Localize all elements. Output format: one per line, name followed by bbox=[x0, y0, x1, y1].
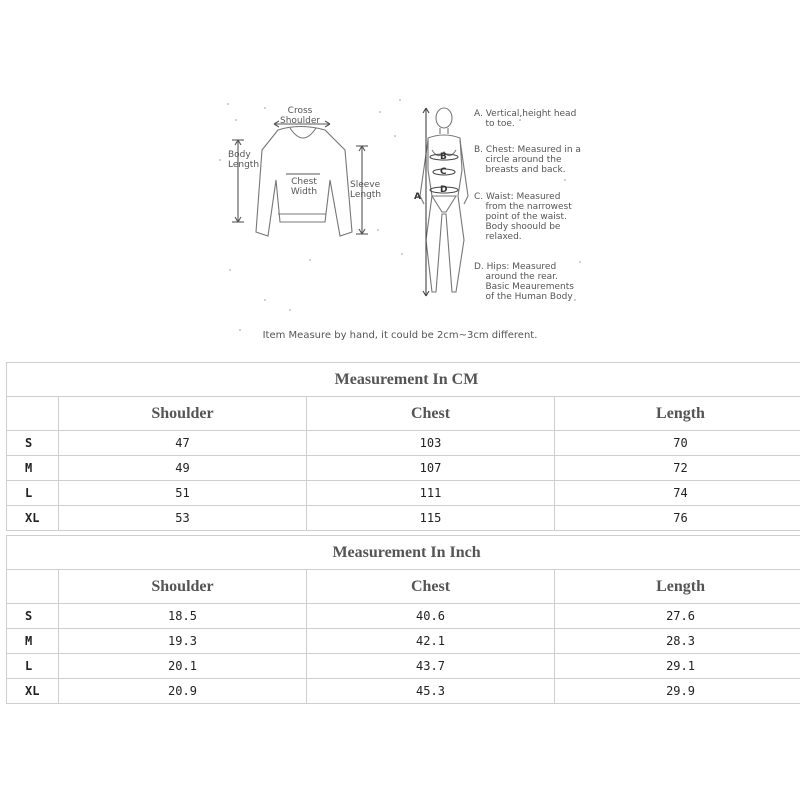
garment-and-body-illustration bbox=[0, 0, 800, 350]
size-label: S bbox=[7, 431, 59, 456]
measurement-table-cm bbox=[6, 362, 800, 531]
table-row bbox=[7, 629, 800, 654]
size-label: M bbox=[7, 629, 59, 654]
cell-length: 27.6 bbox=[555, 604, 800, 629]
column-header bbox=[7, 397, 59, 431]
column-header-shoulder: Shoulder bbox=[59, 570, 307, 604]
note-c: C. Waist: Measured from the narrowest point of the waist. Body shoould be relaxed. bbox=[474, 192, 572, 242]
size-label: XL bbox=[7, 679, 59, 704]
table-row bbox=[7, 654, 800, 679]
size-label: L bbox=[7, 654, 59, 679]
measurement-table-inch bbox=[6, 535, 800, 704]
chest-width-label: Chest Width bbox=[290, 177, 318, 197]
letter-d: D bbox=[440, 185, 448, 195]
table-row bbox=[7, 604, 800, 629]
cell-shoulder: 49 bbox=[59, 456, 307, 481]
size-label: L bbox=[7, 481, 59, 506]
cell-length: 76 bbox=[555, 506, 800, 531]
size-label: M bbox=[7, 456, 59, 481]
column-header-chest: Chest bbox=[307, 570, 555, 604]
note-b: B. Chest: Measured in a circle around the breasts and back. bbox=[474, 145, 581, 175]
cell-shoulder: 20.1 bbox=[59, 654, 307, 679]
letter-b: B bbox=[440, 152, 447, 162]
letter-c: C bbox=[440, 167, 447, 177]
cell-chest: 42.1 bbox=[307, 629, 555, 654]
cell-chest: 45.3 bbox=[307, 679, 555, 704]
note-a: A. Vertical,height head to toe. bbox=[474, 109, 577, 129]
column-header-shoulder: Shoulder bbox=[59, 397, 307, 431]
table-title: Measurement In Inch bbox=[7, 536, 800, 570]
table-row bbox=[7, 456, 800, 481]
cell-shoulder: 53 bbox=[59, 506, 307, 531]
size-label: S bbox=[7, 604, 59, 629]
body-length-label: Body Length bbox=[228, 150, 260, 170]
cell-length: 74 bbox=[555, 481, 800, 506]
cell-shoulder: 19.3 bbox=[59, 629, 307, 654]
cell-chest: 43.7 bbox=[307, 654, 555, 679]
sweater-collar bbox=[290, 128, 316, 138]
column-header-length: Length bbox=[555, 397, 800, 431]
letter-a: A bbox=[414, 192, 421, 202]
column-header-chest: Chest bbox=[307, 397, 555, 431]
cell-length: 70 bbox=[555, 431, 800, 456]
sleeve-length-label: Sleeve Length bbox=[350, 180, 382, 200]
size-label: XL bbox=[7, 506, 59, 531]
table-row bbox=[7, 481, 800, 506]
note-d: D. Hips: Measured around the rear. Basic Meaurements of the Human Body bbox=[474, 262, 574, 302]
cell-shoulder: 47 bbox=[59, 431, 307, 456]
table-row bbox=[7, 679, 800, 704]
cell-chest: 115 bbox=[307, 506, 555, 531]
cell-length: 28.3 bbox=[555, 629, 800, 654]
cell-length: 72 bbox=[555, 456, 800, 481]
cell-chest: 111 bbox=[307, 481, 555, 506]
column-header-length: Length bbox=[555, 570, 800, 604]
table-row bbox=[7, 431, 800, 456]
cell-chest: 103 bbox=[307, 431, 555, 456]
measurement-diagram bbox=[0, 0, 800, 350]
cell-shoulder: 51 bbox=[59, 481, 307, 506]
cell-length: 29.9 bbox=[555, 679, 800, 704]
cell-shoulder: 20.9 bbox=[59, 679, 307, 704]
cell-shoulder: 18.5 bbox=[59, 604, 307, 629]
table-title: Measurement In CM bbox=[7, 363, 800, 397]
cell-length: 29.1 bbox=[555, 654, 800, 679]
cell-chest: 107 bbox=[307, 456, 555, 481]
cell-chest: 40.6 bbox=[307, 604, 555, 629]
human-figure bbox=[420, 108, 468, 292]
cross-shoulder-label: Cross Shoulder bbox=[280, 106, 321, 126]
table-row bbox=[7, 506, 800, 531]
column-header bbox=[7, 570, 59, 604]
measure-note: Item Measure by hand, it could be 2cm~3cm different. bbox=[262, 330, 538, 341]
